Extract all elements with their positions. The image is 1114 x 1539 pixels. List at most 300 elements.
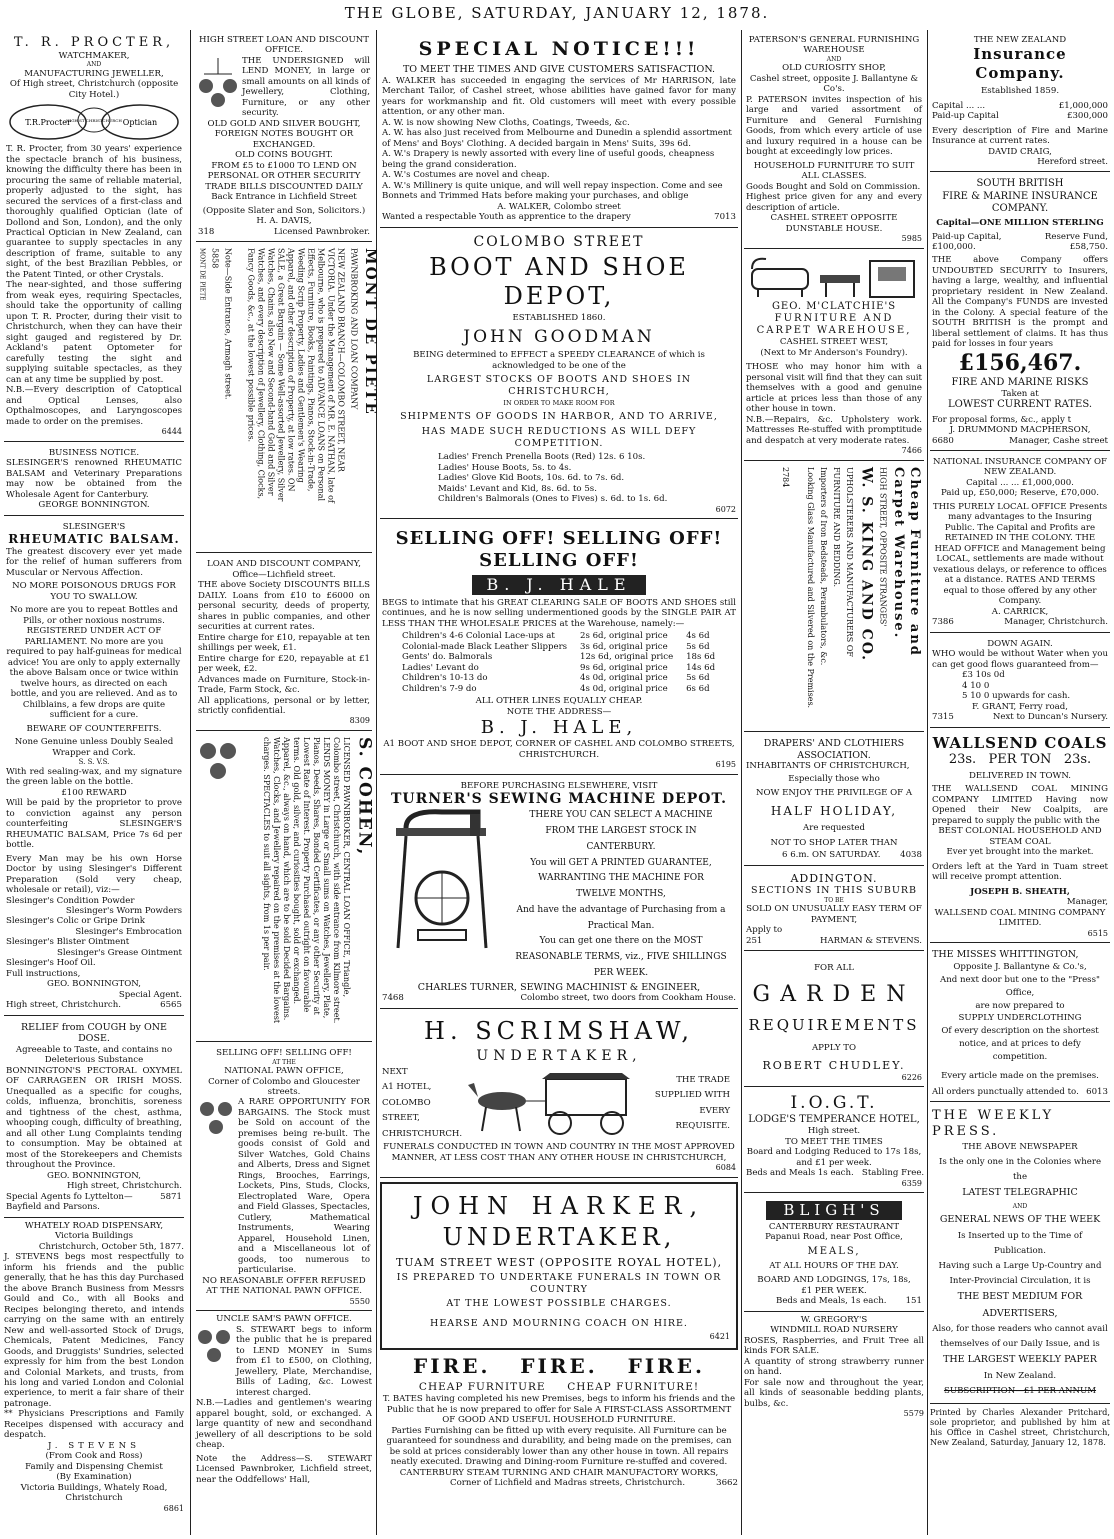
piete-sub: PAWNBROKING AND LOAN COMPANY [349, 248, 359, 410]
paterson-body: P. PATERSON invites inspection of his large and varied assortment of Furniture and General Furnishing Goods, from which every article of use and luxury required in a house can be bought at exceedingly low prices. [746, 94, 922, 158]
nz-name: Insurance Company. [973, 45, 1067, 82]
list-item: Maids' Levant and Kid, 8s. 6d. to 5s. [438, 483, 597, 494]
scrimshaw-right: EVERY [699, 1105, 730, 1116]
bligh-addr: Papanui Road, near Post Office, [765, 1232, 903, 1243]
turner-line: WARRANTING THE MACHINE FOR [538, 873, 704, 884]
whately-title: WHATELY ROAD DISPENSARY, [24, 1220, 164, 1231]
paterson-ad [744, 32, 924, 249]
iogt-sub: High street. [807, 1126, 861, 1137]
scrimshaw-left: COLOMBO STREET, [382, 1097, 431, 1124]
company-body2: Entire charge for £10, repayable at ten shillings per week, £1. [198, 632, 370, 654]
ad-number: 318 [198, 226, 215, 237]
king-sub: HIGH STREET, OPPOSITE STRANGES' [878, 466, 888, 627]
ad-number: 5985 [901, 234, 922, 244]
paterson-title: PATERSON'S GENERAL FURNISHING WAREHOUSE [748, 35, 920, 56]
notice-title: BUSINESS NOTICE. [48, 447, 140, 458]
ad-number: 6444 [161, 427, 182, 437]
goodman-est: ESTABLISHED 1860. [512, 313, 606, 324]
ad-number: 4038 [900, 850, 922, 861]
list-item: Ladies' House Boots, 5s. to 4s. [438, 462, 572, 473]
chudley-name: ROBERT CHUDLEY. [762, 1059, 906, 1073]
whittington-line: SUPPLY UNDERCLOTHING [958, 1013, 1082, 1024]
goodman-body: BEING determined to EFFECT a SPEEDY CLEARANCE of which is acknowledged to be one of the [413, 350, 705, 371]
table-cell: Colonial-made Black Leather Slippers [402, 641, 568, 652]
piete-body: NEW ZEALAND BRANCH—COLOMBO STREET, NEAR VICTORIA. Under the Management of MR. E. NATHAN, late of Melbourne, who is prepared to ADVANCE LOANS on Personal Effects, Furniture, Books, Paintings, Pianos, Stock-in-Trade, Weeding Scrip Property, Ladies and Gentlemen's Wearing Apparel, and other description of Property, at low rates. ON SALE, a Great Bargain — Some Well-assorted Jewellery, Silver Watches, Chains, also New and Second-hand Gold and Silver Watches, and every description of Jewellery, Clothing, Clocks, Fancy Goods, &c., at the lowest possible prices. [246, 248, 346, 504]
list-item: Slesinger's Colic or Gripe Drink [6, 916, 145, 927]
wallsend-body: THE WALLSEND COAL MINING COMPANY LIMITED Having now Opened their New Coalpits, are prepared to supply the public with the [932, 784, 1108, 826]
nic-title: NATIONAL INSURANCE COMPANY OF NEW ZEALAND. [933, 456, 1107, 478]
ad-number: 251 [746, 935, 763, 946]
king-l1: UPHOLSTERERS AND MANUFACTURERS OF [845, 466, 855, 657]
turner-addr: Colombo street, two doors from Cookham House. [520, 993, 736, 1004]
iogt-beds: Beds and Meals 1s each. Stabling Free. [746, 1168, 925, 1179]
sewing-machine-icon [382, 808, 502, 958]
ad-number: 8309 [349, 716, 370, 726]
loan-line: OLD COINS BOUGHT. [235, 150, 333, 161]
goodman-l2: BOOT AND SHOE DEPOT, [429, 252, 689, 310]
mclatchie-name: GEO. M'CLATCHIE'S [771, 300, 897, 312]
cough-body: BONNINGTON'S PECTORAL OXYMEL OF CARRAGEEN OR IRISH MOSS. Unequalled as a specific for coughs, colds, influenza, bronchitis, soreness and tightness of the chest, asthma, whooping cough, difficulty of breathing, and all other Lung Complaints tending to consumption. May be obtained at most of the Storekeepers and Chemists throughout the Province. [6, 1065, 182, 1171]
company-sub: Office—Lichfield street. [232, 569, 336, 580]
walker-line: A. W.'s Millinery is quite unique, and will well repay inspection. Come and see Bonnets and Trimmed Hats before making your purchases, and oblige [382, 180, 723, 202]
bligh-beds: Beds and Meals, 1s each. [776, 1296, 887, 1307]
nz-paid: Paid-up Capital [932, 111, 999, 122]
ad-number: 6359 [901, 1178, 922, 1188]
ad-number: 7466 [901, 446, 922, 456]
ad-number: 6861 [163, 1503, 184, 1513]
cough-agent: GEO. BONNINGTON, [47, 1170, 141, 1181]
ad-number: 151 [905, 1296, 922, 1307]
sam-body2: N.B.—Ladies and gentlemen's wearing apparel bought, sold, or exchanged. A large quantity of new and secondhand jewellery of all descriptions to be sold cheap. [196, 1398, 372, 1451]
table-cell: Gents' do. Balmorals [402, 652, 493, 663]
uncle-sam-ad [196, 1314, 372, 1485]
chudley-garden: GARDEN [752, 981, 916, 1007]
goodman-l5: SHIPMENTS OF GOODS IN HARBOR, AND TO ARRIVE, [400, 411, 718, 423]
king-l3: Importers of Iron Bedsteads, Perambulators, &c. [819, 466, 829, 666]
national-sub: AT THE [272, 1058, 296, 1066]
cough-special: Special Agents fo Lyttelton—Bayfield and Parsons. [6, 1191, 133, 1213]
press-line: GENERAL NEWS OF THE WEEK [939, 1214, 1101, 1226]
hale-cheap: ALL OTHER LINES EQUALLY CHEAP. [475, 696, 643, 707]
masthead: THE GLOBE, SATURDAY, JANUARY 12, 1878. [344, 4, 770, 22]
sb-fm: FIRE AND MARINE RISKS [951, 376, 1089, 388]
sb-forms: For proposal forms, &c., apply t [932, 414, 1072, 425]
whately-exam: (By Examination) [56, 1472, 132, 1483]
list-item: Slesinger's Worm Powders [65, 905, 182, 916]
down-addr: Next to Duncan's Nursery. [992, 712, 1108, 723]
chudley-for: FOR ALL [814, 963, 854, 974]
balsam-address: High street, Christchurch. [6, 1000, 121, 1011]
ad-number: 6226 [901, 1072, 922, 1082]
sb-paidv: £100,000. [932, 242, 976, 252]
cough-sub: Agreeable to Taste, and contains no Deleterious Substance [15, 1044, 173, 1066]
procter-address: Of High street, Christchurch (opposite City Hotel.) [9, 79, 179, 100]
ad-number: 2784 [781, 466, 791, 488]
logo-center-text: HIGH ST CHRISTCHURCH [66, 118, 122, 124]
drapers-line: Especially those who [788, 773, 880, 784]
harker-ad [380, 1182, 738, 1350]
walker-line: A. W. is now showing New Cloths, Coatings, Tweeds, &c. [382, 117, 630, 128]
whately-body: J. STEVENS begs most respectfully to inform his friends and the public generally, that he has this day Purchased the above Branch Business from Messrs Gould and Co., with all Books and Recipes belonging thereto, and intends carrying on the same with an entirely New and well-assorted Stock of Drugs, Chemicals, Patent Medicines, Fancy Goods, and Druggists' Sundries, selected expressly for him from the best London and Colonial Markets, and trusts, from his long and varied London and Colonial experience, to merit a fair share of their patronage. [4, 1252, 184, 1409]
table-cell: Children's 4-6 Colonial Lace-ups at [402, 631, 555, 642]
gregory-body: ROSES, Raspberries, and Fruit Tree all kinds FOR SALE. [744, 1335, 924, 1357]
table-cell: Children's 7-9 do [402, 683, 477, 694]
scrimshaw-name: H. SCRIMSHAW, [424, 1016, 694, 1045]
fire-sub: CHEAP FURNITURE CHEAP FURNITURE! [418, 1381, 700, 1394]
wallsend-title: WALLSEND COALS [932, 733, 1108, 752]
goodman-ad [380, 231, 738, 520]
ad-number: 6565 [160, 1000, 182, 1011]
addington-title: ADDINGTON. [790, 871, 878, 885]
press-line: THE LARGEST WEEKLY PAPER [943, 1354, 1097, 1366]
scrimshaw-ad [380, 1012, 738, 1178]
column-3 [380, 32, 738, 1533]
balsam-body3: None Genuine unless Doubly Sealed Wrapper and Cork. [14, 737, 174, 758]
bligh-meals: MEALS, [807, 1245, 861, 1257]
ad-number: 6013 [1086, 1086, 1108, 1097]
logo-left-text: T.R.Procter [25, 118, 71, 128]
ad-number: 7013 [714, 212, 736, 223]
walker-ad [380, 32, 738, 228]
piete-title: MONT DE PIETE [361, 248, 380, 416]
gregory-body2: A quantity of strong strawberry runner on hand. [744, 1356, 924, 1378]
wallsend-ad [930, 731, 1110, 944]
fire-body: T. BATES having completed his new Premises, begs to inform his friends and the Public that he is now prepared to offer for Sale A FIRST-CLASS ASSORTMENT OF GOOD AND USEFUL HOUSEHOLD FURNITURE. [382, 1394, 736, 1426]
seal-icon: S. S. V.S. [78, 758, 110, 767]
piete-side: MONT DE PIETE [198, 248, 206, 301]
whately-body2: ** Physicians Prescriptions and Family Receipes dispensed with accuracy and despatch. [4, 1409, 184, 1441]
company-body5: All applications, personal or by letter, strictly confidential. [198, 695, 370, 716]
sam-body3: Note the Address—S. STEWART Licensed Pawnbroker, Lichfield street, near the Oddfellows' Hall, [196, 1453, 372, 1485]
table-cell: Children's 10-13 do [402, 673, 488, 684]
loan-opp: (Opposite Slater and Son, Solicitors.) [202, 205, 366, 216]
loan-title: HIGH STREET LOAN AND DISCOUNT OFFICE. [199, 35, 369, 56]
sb-l1: SOUTH BRITISH [976, 178, 1064, 190]
whately-sub: Victoria Buildings [55, 1231, 133, 1242]
cohen-ad [196, 734, 375, 1042]
table-cell: Ladies' Levant do [402, 662, 479, 673]
whittington-line: Every article made on the premises. [941, 1071, 1099, 1081]
wallsend-best: BEST COLONIAL HOUSEHOLD AND STEAM COAL [938, 826, 1102, 847]
ad-number: 6195 [715, 759, 736, 769]
mclatchie-body: THOSE who may honor him with a personal visit will find that they can suit themselves with a good and genuine article at prices less than those of any other house in town. [746, 362, 922, 415]
harker-l1: IS PREPARED TO UNDERTAKE FUNERALS IN TOWN OR COUNTRY [396, 1271, 722, 1295]
turner-line: Practical Man. [587, 920, 655, 931]
gregory-ad [744, 1315, 924, 1419]
balsam-body2: No more are you to repeat Bottles and Pills, or other noxious nostrums. REGISTERED UNDER ACT OF PARLIAMENT. No more are you required to pay half-guineas for medical advice! You are only to apply externally the above Balsam once or twice within twelve hours, as directed on each bottle, and you are relieved. And as to Chilblains, a few drops are quite sufficient for a cure. [6, 605, 182, 721]
ad-number: 3662 [716, 1478, 738, 1489]
king-l2: FURNITURE AND BEDDING. [832, 466, 842, 587]
notice-body: SLESINGER'S renowned RHEUMATIC BALSAM and Veterinary Preparations may now be obtained from the Wholesale Agent for Canterbury. [6, 458, 182, 500]
procter-and: AND [86, 61, 102, 69]
gregory-title: W. GREGORY'S [800, 1314, 868, 1325]
company-body: THE above Society DISCOUNTS BILLS DAILY. Loans from £10 to £6000 on personal security, deeds of property, shares in public companies, and other securities at current rates. [198, 580, 370, 633]
walker-sub: TO MEET THE TIMES AND GIVE CUSTOMERS SATISFACTION. [402, 64, 716, 76]
table-cell: 9s 6d, original price [579, 662, 668, 673]
sam-title: UNCLE SAM'S PAWN OFFICE. [216, 1314, 352, 1325]
goodman-l6: HAS MADE SUCH REDUCTIONS AS WILL DEFY COMPETITION. [421, 425, 697, 449]
walker-line: A. W.'s Drapery is newly assorted with every line of useful goods, cheapness being the grand consideration. [382, 149, 715, 170]
whittington-line: All orders punctually attended to. [932, 1086, 1079, 1097]
column-rule [741, 30, 742, 1535]
walker-body: A. WALKER has succeeded in engaging the services of Mr HARRISON, late Merchant Tailor, of Cashel street, whose abilities have gained favor for many years for workmanship and fit. Old customers will meet with every possible attention, or any other man. [382, 75, 736, 118]
rate-item: £3 10s 0d [962, 670, 1005, 681]
sb-low: LOWEST CURRENT RATES. [948, 399, 1092, 411]
drapers-ad [744, 735, 924, 866]
column-rule [190, 30, 191, 1535]
sb-role: Manager, Cashe street [1009, 435, 1108, 446]
nz-addr: Hereford street. [1037, 156, 1108, 167]
drapers-body: INHABITANTS OF CHRISTCHURCH, [746, 761, 910, 772]
scrimshaw-right: REQUISITE. [675, 1121, 730, 1132]
bligh-all: AT ALL HOURS OF THE DAY. [769, 1260, 899, 1271]
drapers-title: DRAPERS' AND CLOTHIERS ASSOCIATION. [763, 737, 905, 761]
press-line: In New Zealand. [983, 1371, 1057, 1381]
down-title: DOWN AGAIN. [987, 638, 1053, 649]
mclatchie-body2: N.B.—Repairs, &c. Upholstery work. Mattresses Re-stuffed with promptitude and despatch at very moderate rates. [746, 414, 922, 446]
wallsend-price: 23s. PER TON 23s. [948, 751, 1092, 767]
walker-title: SPECIAL NOTICE!!! [418, 38, 700, 60]
paterson-body2: Goods Bought and Sold on Commission. [746, 181, 921, 192]
loan-name: H. A. DAVIS, [256, 216, 312, 227]
table-cell: 14s 6d [686, 662, 716, 673]
addington-tobe: TO BE [824, 896, 844, 904]
ad-number: 6084 [715, 1163, 736, 1173]
cohen-title: S. COHEN, [354, 737, 375, 857]
table-cell: 6s 6d [686, 683, 710, 694]
nic-role: Manager, Christchurch. [1004, 617, 1108, 628]
harker-l2: AT THE LOWEST POSSIBLE CHARGES. [446, 1298, 672, 1310]
table-cell: 18s 6d [686, 652, 716, 663]
ad-number: 7386 [932, 617, 954, 628]
paterson-body3: Highest price given for any and every description of article. [746, 192, 922, 213]
furniture-icon [746, 255, 922, 301]
paterson-sub: OLD CURIOSITY SHOP, [782, 63, 886, 74]
fire-ad [380, 1354, 738, 1489]
mclatchie-addr: CASHEL STREET WEST, [779, 337, 889, 348]
cough-address: High street, Christchurch. [67, 1181, 182, 1192]
procter-name: T. R. PROCTER, [13, 35, 175, 50]
scrimshaw-left: A1 HOTEL, [382, 1082, 432, 1093]
weekly-press-ad [930, 1105, 1110, 1404]
press-line: LATEST TELEGRAPHIC [962, 1187, 1078, 1199]
turner-line: And have the advantage of Purchasing from a [516, 904, 726, 915]
down-again-ad [930, 636, 1110, 728]
balsam-head3: BEWARE OF COUNTERFEITS. [26, 723, 162, 734]
whately-role: Family and Dispensing Chemist [25, 1461, 163, 1472]
ad-number: 5579 [903, 1409, 924, 1419]
pawn-balls-icon [196, 1325, 232, 1375]
nz-agent: DAVID CRAIG, [988, 146, 1052, 157]
rate-item: 5 10 0 upwards for cash. [962, 691, 1071, 702]
company-body4: Advances made on Furniture, Stock-in-Trade, Farm Stock, &c. [198, 674, 370, 696]
table-cell: 5s 6d [686, 673, 710, 684]
south-british-ad [930, 175, 1110, 451]
piete-note: Note—Side Entrance, Armagh street. [223, 248, 233, 400]
hale-name: B. J. HALE [472, 575, 646, 595]
whately-date: Christchurch, October 5th, 1877. [38, 1241, 184, 1252]
procter-body: T. R. Procter, from 30 years' experience the spectacle branch of his business, knowing the difficulty there has been in procuring the same of reliable material, properly adjusted to the sight, has secured the services of a first-class and thoroughly qualified Optician (late of Dollond and Son, London), and the only Practical Optician in New Zealand, can guarantee to supply spectacles in any description of frame, suitable to any sight, of the best Brazilian Pebbles, or the Patent Tinted, or other Crystals. [6, 144, 182, 280]
list-item: Slesinger's Condition Powder [6, 895, 135, 906]
turner-line: FROM THE LARGEST STOCK IN [545, 826, 697, 837]
press-line: THE ABOVE NEWSPAPER [962, 1142, 1078, 1153]
harker-l3: HEARSE AND MOURNING COACH ON HIRE. [430, 1317, 688, 1329]
hale-price-table [402, 631, 716, 694]
national-addr: Corner of Colombo and Gloucester streets. [208, 1076, 360, 1097]
press-line: Having such a Large Up-Country and Inter-Provincial Circulation, it is [938, 1261, 1102, 1287]
national-insurance-ad [930, 454, 1110, 633]
paterson-head: HOUSEHOLD FURNITURE TO SUIT ALL CLASSES. [753, 160, 915, 182]
list-item: Slesinger's Embrocation [75, 926, 182, 937]
sb-cap: Capital—ONE MILLION STERLING [936, 218, 1104, 229]
cough-title: RELIEF from COUGH by ONE DOSE. [21, 1021, 167, 1045]
gregory-body3: For sale now and throughout the year, all kinds of seasonable bedding plants, bulbs, &c. [744, 1377, 924, 1409]
bligh-ad [744, 1196, 924, 1311]
mont-de-piete-ad [196, 245, 380, 553]
scrimshaw-left: CHRISTCHURCH. [382, 1128, 463, 1139]
scrimshaw-left: NEXT [382, 1066, 408, 1077]
king-l4: Looking Glass Manufactured and Silvered on the Premises. [806, 466, 816, 709]
table-cell: 3s 6d, original price [579, 641, 668, 652]
whately-address: Victoria Buildings, Whately Road, Christchurch [20, 1482, 168, 1504]
wallsend-ever: Ever yet brought into the market. [946, 847, 1094, 858]
nz-paidv: £300,000 [1066, 111, 1108, 122]
fire-sign: CANTERBURY STEAM TURNING AND CHAIR MANUFACTORY WORKS, [399, 1467, 719, 1478]
paterson-addr: Cashel street, opposite J. Ballantyne & Co's. [749, 73, 919, 95]
press-line: THE BEST MEDIUM FOR ADVERTISERS, [957, 1291, 1083, 1319]
nz-title: THE NEW ZEALAND [973, 35, 1067, 45]
national-name: NATIONAL PAWN OFFICE, [224, 1066, 344, 1077]
turner-pre: BEFORE PURCHASING ELSEWHERE, VISIT [460, 780, 658, 791]
ad-number: 5550 [349, 1296, 370, 1306]
drapers-line: Are requested [803, 823, 865, 834]
high-street-loan-ad [196, 32, 372, 242]
nz-cap: Capital ... ... [932, 100, 986, 111]
chudley-req: REQUIREMENTS [748, 1016, 920, 1035]
sb-taken: Taken at [1001, 388, 1039, 399]
balsam-head2: NO MORE POISONOUS DRUGS FOR YOU TO SWALLOW. [12, 581, 176, 602]
walker-line: A. W.'s Costumes are novel and cheap. [382, 170, 550, 181]
addington-name: HARMAN & STEVENS. [819, 935, 922, 946]
column-rule [927, 30, 928, 1535]
scrimshaw-role: UNDERTAKER, [476, 1047, 642, 1064]
loan-line: OLD GOLD AND SILVER BOUGHT, FOREIGN NOTES BOUGHT OR EXCHANGED. [207, 118, 361, 150]
ad-number: 6680 [932, 435, 954, 446]
harker-addr: TUAM STREET WEST (OPPOSITE ROYAL HOTEL), [395, 1255, 723, 1269]
balsam-title1: SLESINGER'S [62, 521, 126, 532]
balsam-ad [4, 519, 184, 1016]
pawn-balls-icon [198, 56, 238, 108]
addington-ad [744, 869, 924, 951]
king-name: W. S. KING AND CO. [858, 466, 875, 662]
logo-right-text: Optician [122, 118, 158, 128]
table-cell: 5s 6d [686, 641, 710, 652]
hale-addr: A1 BOOT AND SHOE DEPOT, CORNER OF CASHEL AND COLOMBO STREETS, CHRISTCHURCH. [383, 739, 735, 760]
column-2 [196, 32, 380, 1533]
goodman-l3: LARGEST STOCKS OF BOOTS AND SHOES IN CHRISTCHURCH, [426, 374, 692, 397]
nic-body: THIS PURELY LOCAL OFFICE Presents many advantages to the Insuring Public. The Capital and Profits are RETAINED IN THE COLONY. THE HEAD OFFICE and Management being LOCAL, settlements are made without vexatious delays, or reference to offices at a distance. RATES AND TERMS equal to those offered by any other Company. [932, 501, 1108, 607]
bligh-week: £1 PER WEEK. [801, 1285, 867, 1296]
walker-wanted: Wanted a respectable Youth as apprentice to the drapery [382, 212, 631, 223]
preparation-list [6, 896, 182, 969]
harker-role: UNDERTAKER, [442, 1223, 676, 1252]
table-cell: 4s 0d, original price [579, 673, 668, 684]
ad-number: 6515 [1087, 928, 1108, 938]
turner-line: You can get one there on the MOST REASONABLE TERMS, viz., FIVE SHILLINGS PER WEEK. [515, 936, 727, 978]
nz-insurance-ad [930, 32, 1110, 172]
balsam-title2: RHEUMATIC BALSAM. [8, 532, 180, 547]
wallsend-co: WALLSEND COAL MINING COMPANY LIMITED. [934, 907, 1106, 929]
whittington-ad [930, 946, 1110, 1102]
king-head: Cheap Furniture and Carpet Warehouse. [891, 466, 922, 657]
loan-line: FROM £5 to £1000 TO LEND ON PERSONAL OR OTHER SECURITY [207, 160, 361, 182]
company-body3: Entire charge for £20, repayable at £1 per week, £2. [198, 653, 370, 675]
table-cell: 4s 0d, original price [579, 683, 668, 694]
nz-est: Established 1859. [980, 86, 1060, 97]
hale-name2: B. J. HALE, [480, 717, 638, 739]
hale-body: BEGS to intimate that his GREAT CLEARING SALE OF BOOTS AND SHOES still continues, and he is now selling undermentioned goods by the SINGLE PAIR AT LESS THAN THE WHOLESALE PRICES at the Warehouse, namely:— [382, 597, 736, 629]
turner-sign: CHARLES TURNER, SEWING MACHINIST & ENGINEER, [417, 981, 701, 993]
notice-agent: GEORGE BONNINGTON. [38, 500, 150, 511]
sb-body: THE above Company offers UNDOUBTED SECURITY to Insurers, having a large, wealthy, and influential proprietary resident in New Zealand. All the Company's FUNDS are invested in the Colony. A special feature of the SOUTH BRITISH is the prompt and liberal settlement of claims. It has thus paid for losses in four years [932, 255, 1108, 350]
iogt-body: Board and Lodging Reduced to 17s 18s, and £1 per week. [746, 1147, 922, 1168]
walker-sign: A. WALKER, Colombo street [497, 201, 621, 212]
turner-line: CANTERBURY. [586, 841, 656, 852]
scrimshaw-body: FUNERALS CONDUCTED IN TOWN AND COUNTRY IN THE MOST APPROVED MANNER, AT LESS COST THAN ANY OTHER HOUSE IN CHRISTCHURCH, [383, 1142, 735, 1163]
fire-body2: Parties Furnishing can be fitted up with every requisite. All Furniture can be guaranteed for soundness and durability, and being made on the premises, can be sold at prices considerably lower than any other house in town. All repairs neatly executed. Drawing and Dining-room Furniture re-stuffed and covered. [386, 1425, 732, 1468]
pawn-balls-icon [198, 1097, 234, 1147]
scrimshaw-right: THE TRADE [676, 1074, 730, 1085]
national-title: SELLING OFF! SELLING OFF! [216, 1048, 352, 1059]
balsam-role: Special Agent. [118, 989, 182, 1000]
gregory-sub: WINDMILL ROAD NURSERY [770, 1325, 898, 1336]
printer-imprint: Printed by Charles Alexander Pritchard, sole proprietor, and published by him at his Office in Cashel street, Christchurch, New Zealand, Saturday, January 12, 1878. [930, 1407, 1110, 1448]
table-cell: 4s 6d [686, 631, 710, 642]
drapers-line: 6 6.m. ON SATURDAY. [782, 850, 881, 861]
addington-l1: SOLD ON UNUSUALLY EASY TERM OF PAYMENT, [746, 904, 922, 925]
harker-name: JOHN HARKER, [412, 1192, 706, 1221]
goodman-name: JOHN GOODMAN [463, 326, 655, 347]
balsam-body5: Will be paid by the proprietor to prove to conviction against any person counterfeiting SLESINGER'S RHEUMATIC BALSAM, Price 7s 6d per bottle. [6, 798, 182, 851]
whately-from: (From Cook and Ross) [45, 1451, 143, 1462]
turner-title: TURNER'S SEWING MACHINE DEPOT. [391, 791, 727, 808]
hale-title: SELLING OFF! SELLING OFF! SELLING OFF! [395, 528, 723, 572]
turner-line: THERE YOU CAN SELECT A MACHINE [529, 810, 713, 821]
ad-number: 5858 [210, 248, 220, 269]
column-4 [744, 32, 924, 1533]
drapers-line: NOT TO SHOP LATER THAN [770, 837, 898, 848]
whittington-line: Opposite J. Ballantyne & Co.'s, [953, 961, 1087, 972]
addington-apply: Apply to [746, 925, 783, 936]
sb-resv: £58,750. [1069, 242, 1108, 252]
loan-company-ad [196, 556, 372, 731]
pawn-balls-icon [198, 737, 238, 797]
procter-body3: N.B.—Every description of Catoptical and Optical Lenses, also Opthalmoscopes, and Laryngoscopes made to order on the premises. [6, 385, 182, 427]
column-5 [930, 32, 1110, 1533]
rate-item: 4 10 0 [962, 680, 990, 691]
loan-role: Licensed Pawnbroker. [274, 226, 370, 237]
balsam-full: Full instructions, [6, 968, 81, 979]
nic-agent: A. CARRICK, [991, 606, 1049, 617]
procter-trade2: MANUFACTURING JEWELLER, [24, 68, 164, 79]
table-cell: 12s 6d, original price [579, 652, 674, 663]
wallsend-del: DELIVERED IN TOWN. [968, 770, 1072, 781]
company-title: LOAN AND DISCOUNT COMPANY, [206, 559, 361, 570]
press-and: AND [1012, 1202, 1028, 1210]
spectacles-logo [6, 100, 182, 144]
national-body: A RARE OPPORTUNITY FOR BARGAINS. The Stock must be Sold on account of the premises being re-built. The goods consist of Gold and Silver Watches, Gold Chains and Alberts, Dress and Signet Rings, Brooches, Earrings, Lockets, Pins, Studs, Clocks, Electroplated Ware, Opera and Field Glasses, Spectacles, Cutlery, Mathematical Instruments, Wearing Apparel, Household Linen, and a Miscellaneous lot of goods, too numerous to particularise. [238, 1097, 370, 1276]
paterson-and: AND [826, 55, 842, 63]
